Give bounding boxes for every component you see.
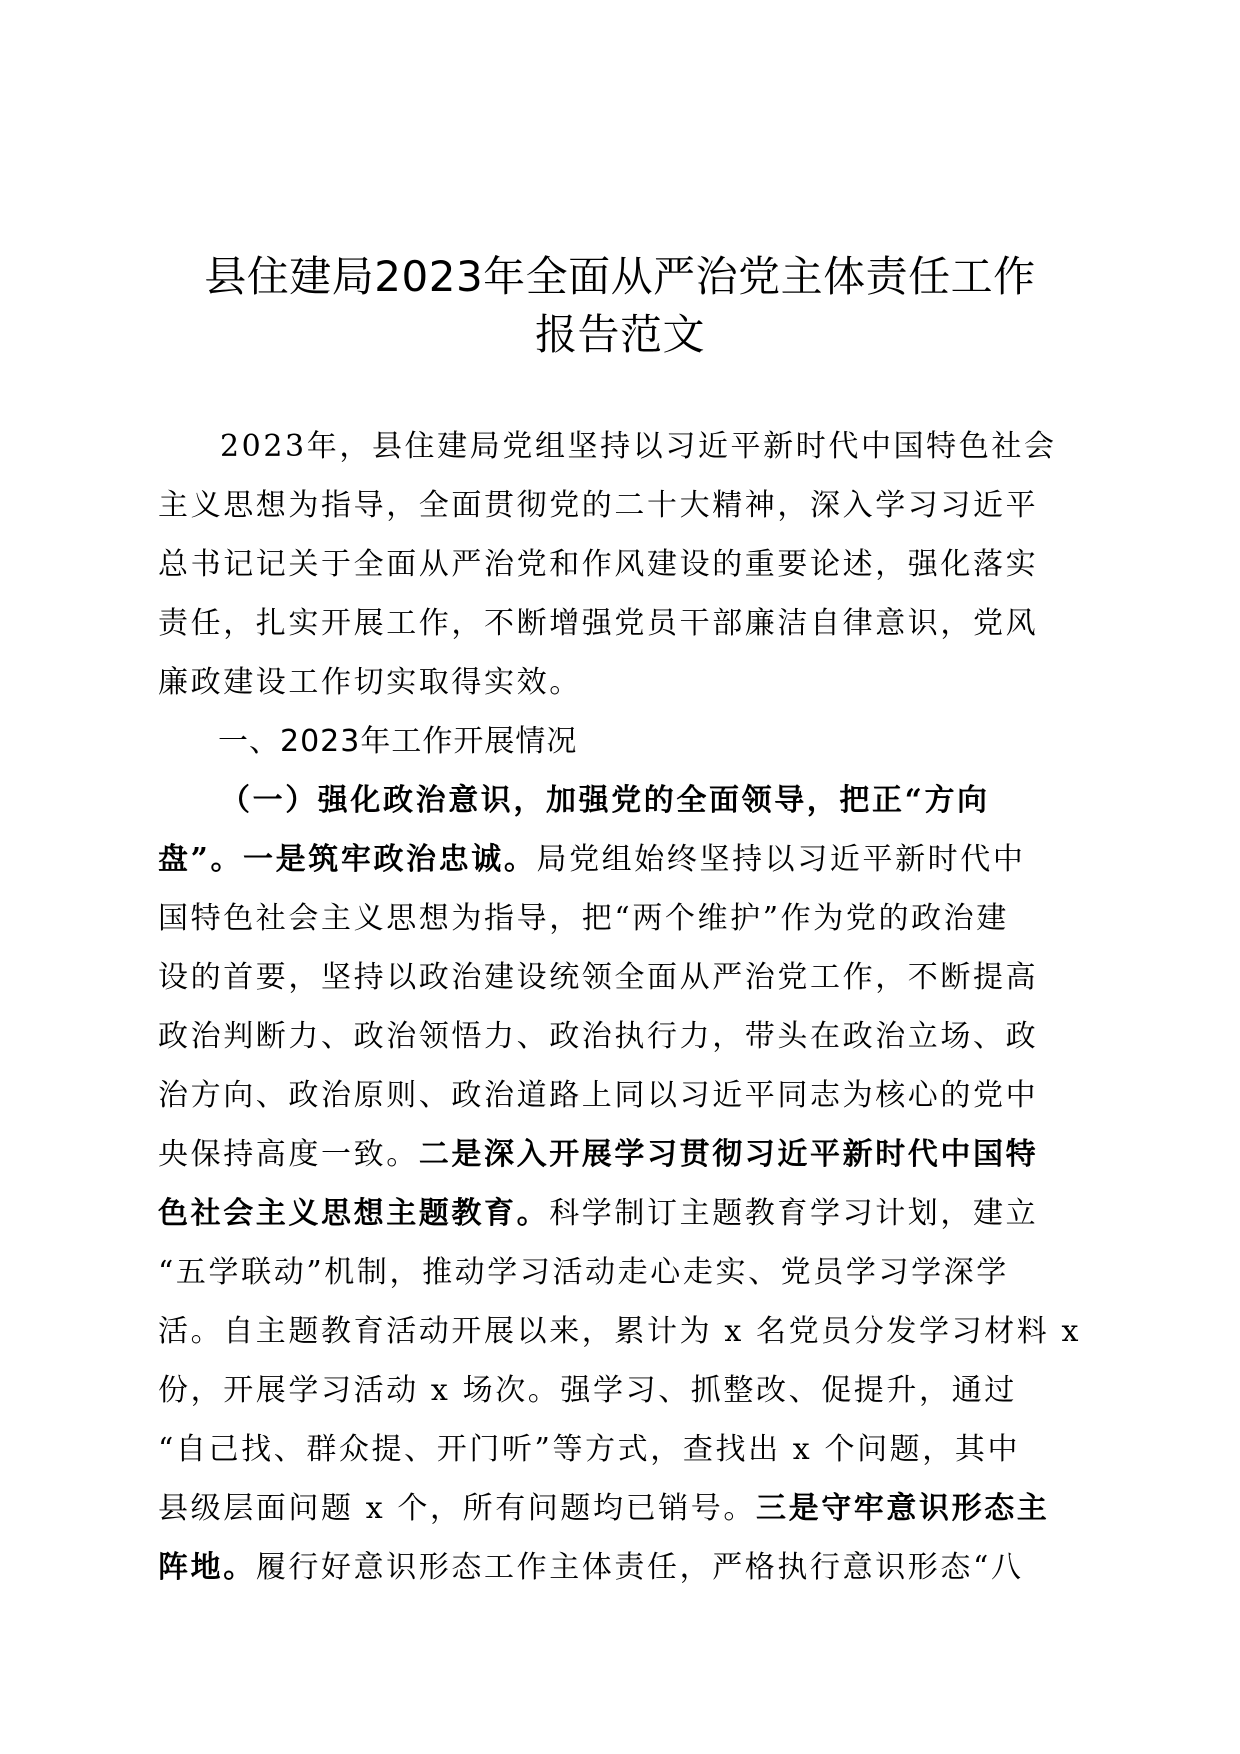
title-line-1: 县住建局2023年全面从严治党主体责任工作 — [204, 252, 1036, 301]
para-line — [158, 830, 1083, 889]
intro-line: 2023年，县住建局党组坚持以习近平新时代中国特色社会 — [220, 429, 1057, 464]
bold-heading: （一）强化政治意识，加强党的全面领导，把正“方向 — [220, 783, 990, 818]
para-line — [158, 1125, 1083, 1184]
para-text: 局党组始终坚持以习近平新时代中 — [536, 842, 1026, 877]
intro-line: 主义思想为指导，全面贯彻党的二十大精神，深入学习习近平 — [158, 488, 1039, 523]
para-line: 政治判断力、政治领悟力、政治执行力，带头在政治立场、政 — [158, 1019, 1039, 1054]
intro-line: 责任，扎实开展工作，不断增强党员干部廉洁自律意识，党风 — [158, 606, 1039, 641]
intro-paragraph — [158, 417, 1083, 712]
para-line: 治方向、政治原则、政治道路上同以习近平同志为核心的党中 — [158, 1078, 1039, 1113]
para-line: 设的首要，坚持以政治建设统领全面从严治党工作，不断提高 — [158, 960, 1039, 995]
bold-heading: 三是守牢意识形态主 — [756, 1491, 1050, 1526]
bold-heading: 阵地。 — [158, 1550, 256, 1585]
title-line-2: 报告范文 — [534, 310, 705, 359]
para-line: “五学联动”机制，推动学习活动走心走实、党员学习学深学 — [158, 1255, 1009, 1290]
intro-line: 廉政建设工作切实取得实效。 — [158, 665, 582, 700]
para-line — [158, 1184, 1083, 1243]
para-line: 活。自主题教育活动开展以来，累计为 x 名党员分发学习材料 x — [158, 1314, 1082, 1349]
section-paragraph — [158, 771, 1083, 1597]
para-line — [158, 1479, 1083, 1538]
bold-heading: 二是深入开展学习贯彻习近平新时代中国特 — [418, 1137, 1039, 1172]
section-heading: 一、2023年工作开展情况 — [218, 724, 578, 759]
bold-heading: 盘”。一是筑牢政治忠诚。 — [158, 842, 537, 877]
para-line — [158, 1538, 1083, 1597]
para-text: 县级层面问题 x 个，所有问题均已销号。 — [158, 1491, 756, 1526]
bold-heading: 色社会主义思想主题教育。 — [158, 1196, 550, 1231]
para-line: 国特色社会主义思想为指导，把“两个维护”作为党的政治建 — [158, 901, 1009, 936]
para-text: 央保持高度一致。 — [158, 1137, 419, 1172]
intro-line: 总书记记关于全面从严治党和作风建设的重要论述，强化落实 — [158, 547, 1039, 582]
para-line: 份，开展学习活动 x 场次。强学习、抓整改、促提升，通过 — [158, 1373, 1017, 1408]
para-text: 科学制订主题教育学习计划，建立 — [549, 1196, 1039, 1231]
para-line — [158, 771, 1083, 830]
document-title — [150, 248, 1090, 364]
para-line: “自己找、群众提、开门听”等方式，查找出 x 个问题，其中 — [158, 1432, 1021, 1467]
para-text: 履行好意识形态工作主体责任，严格执行意识形态“八 — [255, 1550, 1024, 1585]
